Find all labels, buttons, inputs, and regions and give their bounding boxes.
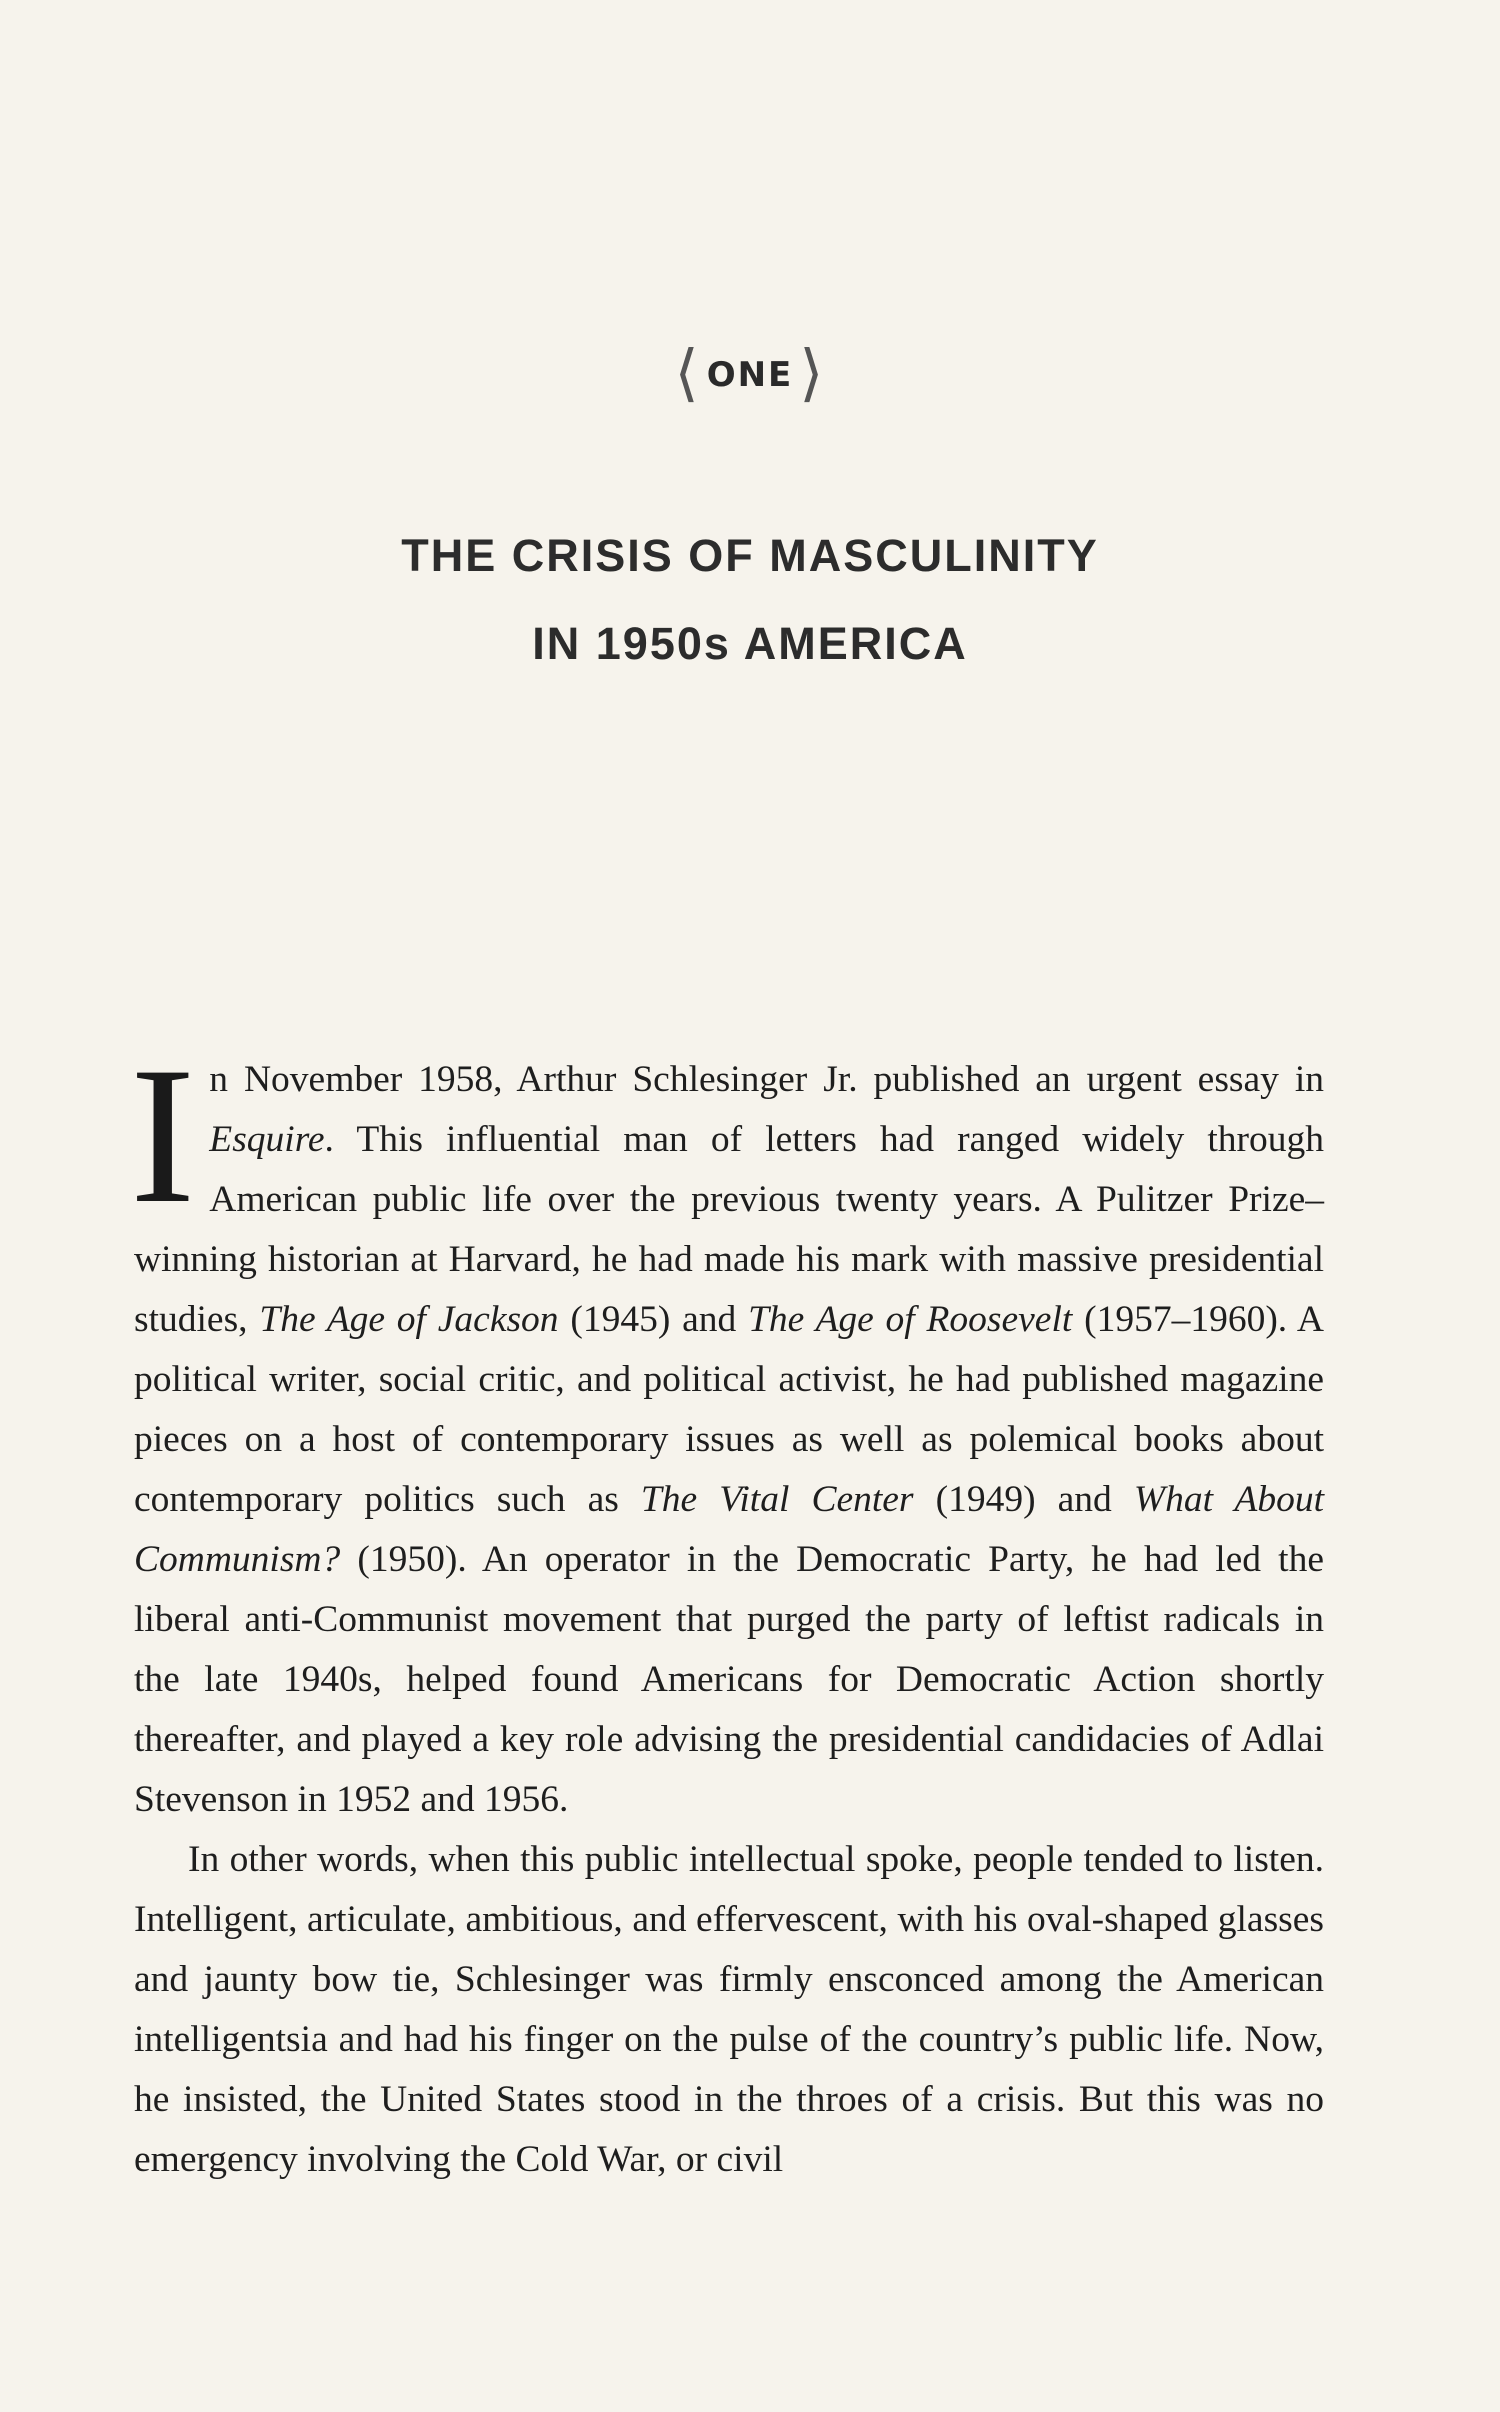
- paragraph-1-text: (1957–1960). A political writer, social critic, and political activist, he had published magazine pieces on a host of contemporary issues as well as polemical books about contemporary politics such as: [134, 1299, 1324, 1520]
- chapter-title-line-1: THE CRISIS OF MASCULINITY: [401, 530, 1099, 581]
- italic-title-age-of-jackson: The Age of Jackson: [259, 1299, 559, 1340]
- italic-title-esquire: Esquire: [209, 1119, 325, 1160]
- paragraph-1-text: n November 1958, Arthur Schlesinger Jr. published an urgent essay in: [209, 1059, 1324, 1100]
- chapter-number-text: ONE: [706, 355, 794, 395]
- italic-title-vital-center: The Vital Center: [640, 1479, 914, 1520]
- right-angle-bracket-icon: ⟩: [799, 336, 826, 409]
- paragraph-1-text: . This influential man of letters had ranged widely through American public life over the previous twenty years. A Pulitzer Prize–winning historian at Harvard, he had made his mark with massive presidential studies,: [134, 1119, 1324, 1340]
- italic-title-age-of-roosevelt: The Age of Roosevelt: [748, 1299, 1073, 1340]
- paragraph-1-text: (1950). An operator in the Democratic Party, he had led the liberal anti-Communist movement that purged the party of leftist radicals in the late 1940s, helped found Americans for Democratic Action shortly thereafter, and played a key role advising the presidential candidacies of Adlai Stevenson in 1952 and 1956.: [134, 1539, 1324, 1820]
- paragraph-2: In other words, when this public intellectual spoke, people tended to listen. Intelligent, articulate, ambitious, and effervescent, with his oval-shaped glasses and jaunty bow tie, Schlesinger was firmly ensconced among the American intelligentsia and had his finger on the pulse of the country’s public life. Now, he insisted, the United States stood in the throes of a crisis. But this was no emergency involving the Cold War, or civil: [134, 1839, 1324, 2180]
- left-angle-bracket-icon: ⟨: [674, 336, 701, 409]
- chapter-title-line-2: IN 1950s AMERICA: [532, 618, 968, 669]
- chapter-title: [0, 512, 1500, 688]
- italic-title-what-about-communism: What About Communism?: [134, 1479, 1324, 1580]
- paragraph-1-text: (1949) and: [913, 1479, 1134, 1520]
- paragraph-1: [130, 1027, 1324, 1830]
- chapter-number: [0, 336, 1500, 409]
- paragraph-1-text: (1945) and: [558, 1299, 749, 1340]
- body-text: [130, 1027, 1324, 2190]
- drop-cap: I: [130, 1027, 196, 1244]
